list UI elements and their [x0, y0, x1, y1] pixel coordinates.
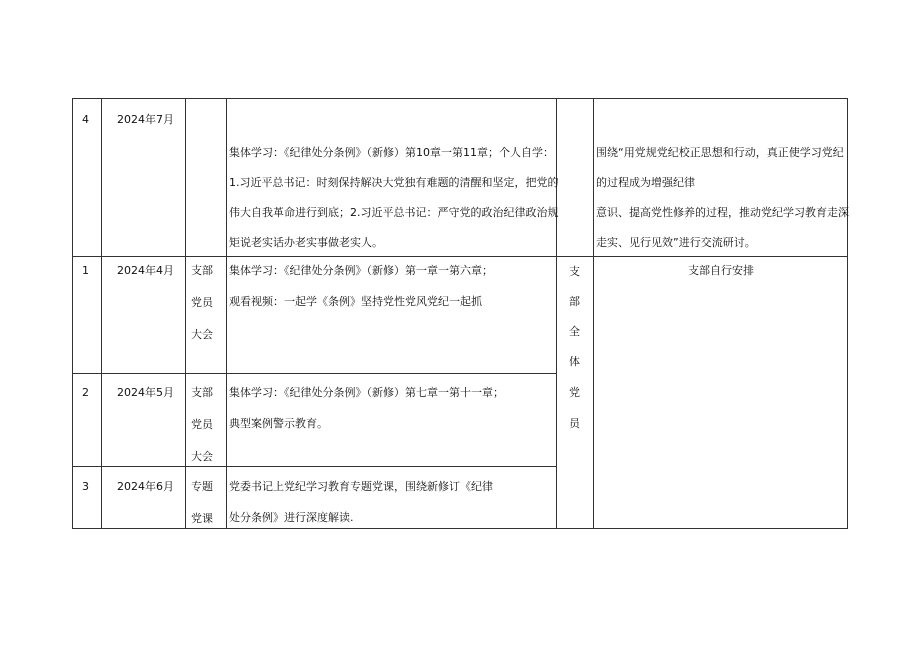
content-line: 矩说老实话办老实事做老实人。 [229, 236, 383, 249]
participants-char: 员 [569, 417, 580, 430]
activity-type-line: 大会 [191, 450, 213, 463]
content-line: 处分条例》进行深度解读. [229, 511, 354, 524]
table-border-top [72, 98, 848, 99]
column-divider [226, 98, 227, 529]
activity-type-line: 大会 [191, 328, 213, 341]
table-border-left [72, 98, 73, 529]
column-divider [593, 98, 594, 529]
activity-type-line: 支部 [191, 386, 213, 399]
content-line: 集体学习：《纪律处分条例》（新修）第一章一第六章； [229, 264, 493, 277]
note-line: 意识、提高党性修养的过程，推动党纪学习教育走深 [596, 206, 849, 219]
note-line: 的过程成为增强纪律 [596, 176, 695, 189]
row-number: 4 [82, 113, 89, 126]
participants-char: 部 [569, 295, 580, 308]
row-date: 2024年6月 [117, 480, 174, 493]
activity-type-line: 专题 [191, 480, 213, 493]
table-border-right [847, 98, 848, 529]
activity-type-line: 党课 [191, 512, 213, 525]
activity-type-line: 支部 [191, 264, 213, 277]
column-divider [185, 98, 186, 529]
row-date: 2024年7月 [117, 113, 174, 126]
row-number: 3 [82, 480, 89, 493]
column-divider [101, 98, 102, 529]
content-line: 1.习近平总书记：时刻保持解决大党独有难题的清醒和坚定，把党的 [229, 176, 559, 189]
row-divider [72, 466, 556, 467]
row-divider [72, 256, 848, 257]
content-line: 典型案例警示教育。 [229, 417, 328, 430]
content-line: 观看视频：一起学《条例》坚持党性党风党纪一起抓 [229, 295, 482, 308]
note-line: 围绕“用党规党纪校正思想和行动，真正使学习党纪 [596, 146, 844, 159]
note-line: 走实、见行见效”进行交流研讨。 [596, 236, 756, 249]
participants-char: 党 [569, 386, 580, 399]
participants-char: 全 [569, 325, 580, 338]
shared-note: 支部自行安排 [688, 264, 754, 277]
row-number: 2 [82, 386, 89, 399]
content-line: 党委书记上党纪学习教育专题党课，围绕新修订《纪律 [229, 480, 493, 493]
participants-char: 支 [569, 265, 580, 278]
participants-char: 体 [569, 355, 580, 368]
row-number: 1 [82, 264, 89, 277]
row-date: 2024年5月 [117, 386, 174, 399]
row-date: 2024年4月 [117, 264, 174, 277]
content-line: 伟大自我革命进行到底；2.习近平总书记：严守党的政治纪律政治规 [229, 206, 559, 219]
content-line: 集体学习：《纪律处分条例》（新修）第七章一第十一章； [229, 386, 504, 399]
content-line: 集体学习：《纪律处分条例》（新修）第10章一第11章；个人自学： [229, 146, 554, 159]
activity-type-line: 党员 [191, 418, 213, 431]
row-divider [72, 373, 556, 374]
table-border-bottom [72, 528, 848, 529]
column-divider [556, 98, 557, 529]
activity-type-line: 党员 [191, 296, 213, 309]
